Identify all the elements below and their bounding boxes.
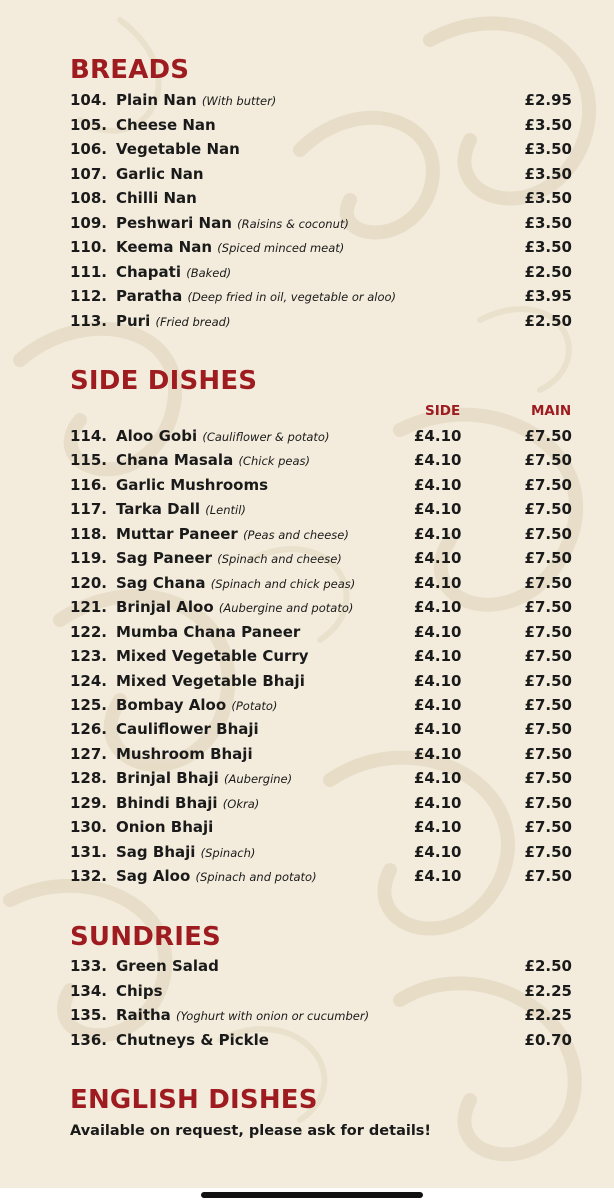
item-name: Aloo Gobi [116, 427, 198, 445]
item-description: (Spinach and chick peas) [210, 576, 356, 591]
item-name: Brinjal Bhaji [116, 769, 219, 788]
item-number: 125. [70, 695, 108, 714]
side-price: £4.10 [414, 622, 462, 641]
item-number: 104. [70, 91, 108, 109]
menu-item-row [70, 742, 580, 766]
item-name: Mushroom Bhaji [116, 744, 253, 763]
item-name-group [116, 88, 276, 113]
menu-item-row [70, 644, 580, 668]
menu-item-row [70, 211, 580, 235]
item-name: Sag Aloo [116, 867, 191, 886]
item-price: £2.25 [524, 981, 572, 1000]
main-price: £7.50 [524, 842, 572, 861]
item-description: (Yoghurt with onion or cucumber) [176, 1009, 370, 1023]
item-number: 136. [70, 1030, 108, 1049]
item-number: 120. [70, 573, 108, 592]
item-number: 134. [70, 981, 108, 1000]
item-number: 114. [70, 427, 108, 445]
item-description: (Spiced minced meat) [217, 241, 345, 255]
item-name: Keema Nan [116, 238, 213, 256]
item-description: (Aubergine and potato) [218, 601, 354, 616]
item-name-group [116, 644, 309, 668]
item-description: (Peas and cheese) [243, 527, 349, 542]
item-number: 123. [70, 647, 108, 666]
item-number: 121. [70, 598, 108, 617]
item-name-group [116, 595, 353, 620]
item-name-group [116, 546, 342, 571]
item-name: Sag Paneer [116, 549, 213, 568]
item-name: Chutneys & Pickle [116, 1030, 269, 1049]
item-name-group [116, 473, 268, 497]
main-price: £7.50 [524, 744, 572, 763]
item-price: £3.50 [524, 238, 572, 256]
main-price: £7.50 [524, 549, 572, 568]
menu-item-row [70, 473, 580, 497]
item-name: Puri [116, 311, 151, 330]
item-price: £2.50 [524, 957, 572, 975]
menu-item-row [70, 88, 580, 112]
item-number: 133. [70, 957, 108, 975]
item-number: 117. [70, 500, 108, 519]
main-price: £7.50 [524, 695, 572, 714]
item-name: Sag Chana [116, 573, 206, 592]
item-name: Chana Masala [116, 451, 234, 470]
item-price: £3.50 [524, 140, 572, 158]
english-dishes-note: Available on request, please ask for details! [70, 1123, 432, 1139]
item-price: £3.95 [524, 287, 572, 305]
item-name-group [116, 717, 259, 741]
menu-item-row [70, 620, 580, 644]
item-name: Green Salad [116, 957, 219, 975]
main-price: £7.50 [524, 867, 572, 886]
side-price: £4.10 [414, 695, 462, 714]
menu-item-row [70, 424, 580, 448]
menu-item-row [70, 260, 580, 284]
item-price: £2.95 [524, 91, 572, 109]
item-name: Tarka Dall [116, 500, 200, 519]
item-name-group [116, 954, 219, 978]
side-price: £4.10 [414, 598, 462, 617]
item-description: (Fried bread) [155, 314, 231, 329]
main-price: £7.50 [524, 793, 572, 812]
item-name-group [116, 162, 204, 186]
item-name: Onion Bhaji [116, 818, 214, 837]
item-description: (Raisins & coconut) [237, 216, 349, 231]
menu-item-row [70, 815, 580, 839]
item-name-group [116, 113, 216, 137]
item-price: £2.50 [524, 311, 572, 330]
item-name-group [116, 1028, 269, 1052]
item-description: (Deep fried in oil, vegetable or aloo) [187, 290, 397, 304]
menu-item-row [70, 113, 580, 137]
side-price: £4.10 [414, 867, 462, 886]
item-number: 105. [70, 115, 108, 134]
side-price: £4.10 [414, 573, 462, 592]
menu-item-row [70, 497, 580, 521]
item-name-group [116, 186, 197, 210]
item-number: 115. [70, 451, 108, 470]
breads-heading: BREADS [70, 55, 190, 85]
main-price: £7.50 [524, 598, 572, 617]
item-description: (Spinach and cheese) [217, 552, 342, 567]
item-name: Mixed Vegetable Curry [116, 647, 309, 666]
item-price: £3.50 [524, 189, 572, 207]
item-name-group [116, 766, 292, 791]
side-price: £4.10 [414, 671, 462, 690]
item-price: £3.50 [524, 164, 572, 183]
item-number: 128. [70, 769, 108, 788]
menu-item-row [70, 448, 580, 472]
side-price: £4.10 [414, 524, 462, 543]
item-name-group [116, 448, 310, 473]
item-number: 127. [70, 744, 108, 763]
item-description: (Spinach and potato) [195, 870, 317, 885]
item-number: 135. [70, 1006, 108, 1024]
item-description: (Lentil) [205, 503, 246, 518]
sundries-heading: SUNDRIES [70, 922, 221, 952]
item-number: 130. [70, 818, 108, 837]
menu-item-row [70, 546, 580, 570]
item-name: Brinjal Aloo [116, 598, 214, 617]
item-number: 112. [70, 287, 108, 305]
menu-item-row [70, 791, 580, 815]
item-description: (Aubergine) [224, 772, 293, 787]
menu-item-row [70, 693, 580, 717]
item-name-group [116, 137, 240, 161]
menu-item-row [70, 522, 580, 546]
main-price: £7.50 [524, 720, 572, 739]
item-number: 131. [70, 842, 108, 861]
main-price: £7.50 [524, 769, 572, 788]
home-indicator[interactable] [201, 1192, 423, 1198]
menu-item-row [70, 840, 580, 864]
side-price: £4.10 [414, 427, 462, 445]
main-column-header: MAIN [531, 403, 572, 419]
english-dishes-heading: ENGLISH DISHES [70, 1085, 318, 1115]
item-name-group [116, 309, 230, 334]
menu-item-row [70, 162, 580, 186]
item-name: Garlic Nan [116, 164, 204, 183]
side-price: £4.10 [414, 744, 462, 763]
item-name-group [116, 669, 305, 693]
side-dishes-heading: SIDE DISHES [70, 366, 258, 396]
item-number: 111. [70, 262, 108, 281]
item-number: 116. [70, 475, 108, 494]
item-description: (With butter) [201, 94, 277, 108]
item-description: (Spinach) [200, 845, 256, 860]
item-name-group [116, 571, 355, 596]
item-name-group [116, 522, 349, 547]
item-price: £0.70 [524, 1030, 572, 1049]
item-number: 118. [70, 524, 108, 543]
side-price: £4.10 [414, 647, 462, 666]
item-description: (Cauliflower & potato) [202, 430, 330, 444]
item-name-group [116, 693, 277, 718]
item-number: 129. [70, 793, 108, 812]
side-price: £4.10 [414, 769, 462, 788]
main-price: £7.50 [524, 622, 572, 641]
main-price: £7.50 [524, 818, 572, 837]
item-number: 126. [70, 720, 108, 739]
item-name: Chilli Nan [116, 189, 197, 207]
side-price: £4.10 [414, 500, 462, 519]
main-price: £7.50 [524, 427, 572, 445]
item-description: (Okra) [222, 796, 260, 811]
item-name: Garlic Mushrooms [116, 475, 269, 494]
item-name: Mixed Vegetable Bhaji [116, 671, 305, 690]
item-name: Paratha [116, 287, 183, 305]
main-price: £7.50 [524, 647, 572, 666]
item-description: (Potato) [231, 698, 278, 713]
item-price: £2.50 [524, 262, 572, 281]
item-number: 132. [70, 867, 108, 886]
menu-item-row [70, 284, 580, 308]
item-number: 109. [70, 213, 108, 232]
item-number: 124. [70, 671, 108, 690]
menu-item-row [70, 595, 580, 619]
item-price: £3.50 [524, 213, 572, 232]
menu-item-row [70, 1003, 580, 1027]
item-price: £3.50 [524, 115, 572, 134]
side-price: £4.10 [414, 549, 462, 568]
item-name-group [116, 791, 259, 816]
menu-item-row [70, 864, 580, 888]
item-name-group [116, 260, 231, 285]
item-number: 122. [70, 622, 108, 641]
menu-item-row [70, 1028, 580, 1052]
item-price: £2.25 [524, 1006, 572, 1024]
menu-item-row [70, 186, 580, 210]
item-number: 110. [70, 238, 108, 256]
item-name: Plain Nan [116, 91, 197, 109]
item-name: Vegetable Nan [116, 140, 240, 158]
item-name-group [116, 979, 163, 1003]
item-number: 107. [70, 164, 108, 183]
item-name-group [116, 840, 255, 865]
item-description: (Chick peas) [238, 454, 310, 469]
menu-item-row [70, 669, 580, 693]
side-price: £4.10 [414, 475, 462, 494]
item-name-group [116, 815, 213, 839]
item-name: Bombay Aloo [116, 695, 227, 714]
main-price: £7.50 [524, 524, 572, 543]
main-price: £7.50 [524, 475, 572, 494]
item-name: Chips [116, 981, 163, 1000]
side-column-header: SIDE [425, 403, 461, 419]
item-name-group [116, 497, 246, 522]
item-number: 106. [70, 140, 108, 158]
side-price: £4.10 [414, 818, 462, 837]
item-name-group [116, 620, 300, 644]
item-name-group [116, 211, 349, 236]
item-number: 119. [70, 549, 108, 568]
item-name: Raitha [116, 1006, 171, 1024]
item-name-group [116, 864, 317, 889]
item-description: (Baked) [186, 265, 232, 280]
item-name: Cauliflower Bhaji [116, 720, 259, 739]
side-price: £4.10 [414, 842, 462, 861]
menu-item-row [70, 954, 580, 978]
item-name-group [116, 742, 253, 766]
main-price: £7.50 [524, 671, 572, 690]
main-price: £7.50 [524, 451, 572, 470]
item-name-group [116, 235, 344, 260]
side-price: £4.10 [414, 451, 462, 470]
item-name-group [116, 284, 396, 309]
menu-item-row [70, 717, 580, 741]
menu-item-row [70, 235, 580, 259]
menu-item-row [70, 766, 580, 790]
menu-item-row [70, 309, 580, 333]
item-name: Sag Bhaji [116, 842, 196, 861]
item-name: Peshwari Nan [116, 213, 232, 232]
item-name-group [116, 1003, 369, 1028]
menu-item-row [70, 979, 580, 1003]
item-name-group [116, 424, 329, 449]
main-price: £7.50 [524, 573, 572, 592]
item-name: Mumba Chana Paneer [116, 622, 301, 641]
item-number: 113. [70, 311, 108, 330]
menu-item-row [70, 571, 580, 595]
menu-item-row [70, 137, 580, 161]
item-name: Bhindi Bhaji [116, 793, 218, 812]
side-price: £4.10 [414, 720, 462, 739]
item-name: Muttar Paneer [116, 524, 238, 543]
item-number: 108. [70, 189, 108, 207]
side-price: £4.10 [414, 793, 462, 812]
main-price: £7.50 [524, 500, 572, 519]
item-name: Chapati [116, 262, 181, 281]
item-name: Cheese Nan [116, 115, 216, 134]
